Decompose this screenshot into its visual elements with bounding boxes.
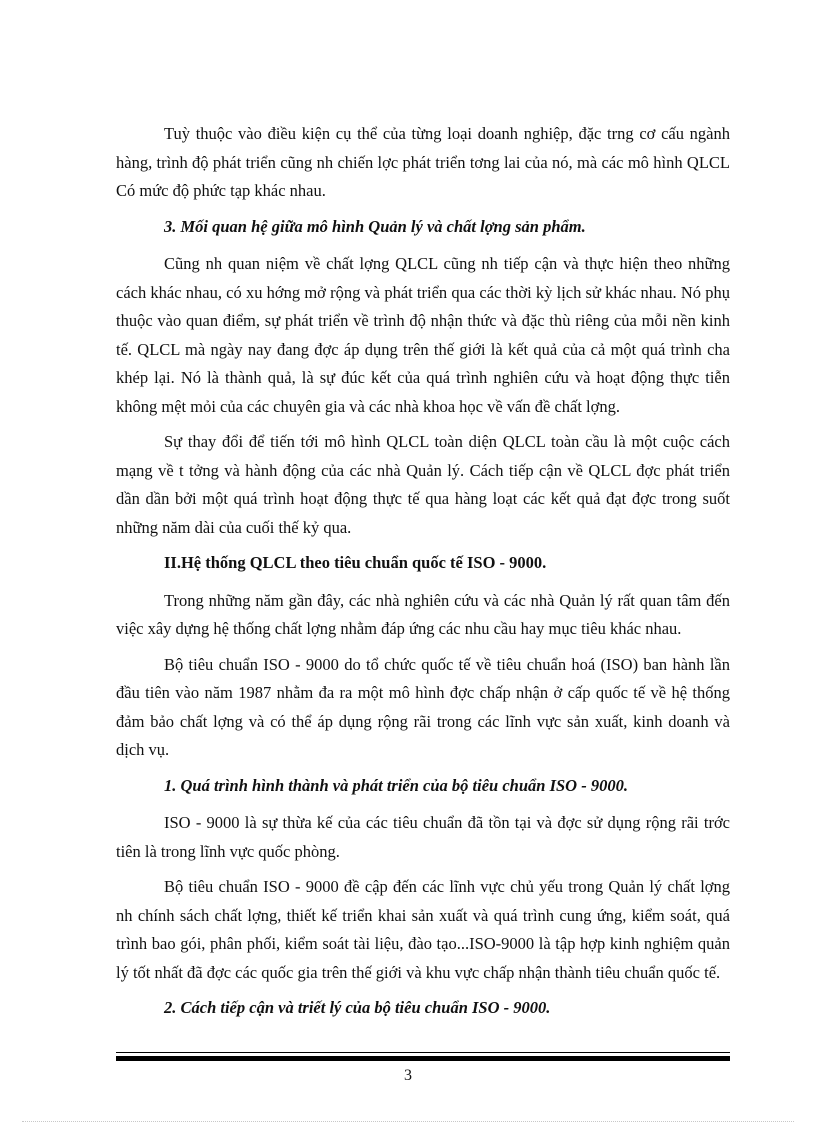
section-heading-3: 3. Mối quan hệ giữa mô hình Quản lý và chất lợng sản phẩm. [164,216,586,236]
paragraph-iso-scope: Bộ tiêu chuẩn ISO - 9000 đề cập đến các lĩnh vực chủ yếu trong Quản lý chất lợng nh chính sách chất lợng, thiết kế triển khai sản xuất và quá trình cung ứng, kiểm soát, quá trình bao gói, phân phối, kiểm soát tài liệu, đào tạo...ISO-9000 là tập hợp kinh nghiệm quản lý tốt nhất đã đợc các quốc gia trên thế giới và khu vực chấp nhận thành tiêu chuẩn quốc tế. [116,877,730,982]
footer-rule-thick [116,1056,730,1061]
footer-divider [116,1052,730,1061]
section-heading-1: 1. Quá trình hình thành và phát triển của bộ tiêu chuẩn ISO - 9000. [164,775,628,795]
section-heading-2: 2. Cách tiếp cận và triết lý của bộ tiêu chuẩn ISO - 9000. [164,998,551,1017]
paragraph-model-complexity: Tuỳ thuộc vào điều kiện cụ thể của từng loại doanh nghiệp, đặc trng cơ cấu ngành hàng, trình độ phát triển cũng nh chiến lợc phát triển tơng lai của nó, mà các mô hình QLCL Có mức độ phức tạp khác nhau. [116,124,730,200]
paragraph-recent-years: Trong những năm gần đây, các nhà nghiên cứu và các nhà Quản lý rất quan tâm đến việc xây dựng hệ thống chất lợng nhằm đáp ứng các nhu cầu hay mục tiêu khác nhau. [116,590,730,638]
paragraph-quality-concepts: Cũng nh quan niệm về chất lợng QLCL cũng nh tiếp cận và thực hiện theo những cách khác nhau, có xu hớng mở rộng và phát triển qua các thời kỳ lịch sử khác nhau. Nó phụ thuộc vào quan điểm, sự phát triển về trình độ nhận thức và đặc thù riêng của mỗi nền kinh tế. QLCL mà ngày nay đang đợc áp dụng trên thế giới là kết quả của cả một quá trình cha khép lại. Nó là thành quả, là sự đúc kết của quá trình nghiên cứu và hoạt động thực tiễn không mệt mỏi của các chuyên gia và các nhà khoa học về vấn đề chất lợng. [116,254,730,416]
chapter-heading-ii: II.Hệ thống QLCL theo tiêu chuẩn quốc tế ISO - 9000. [164,553,547,572]
paragraph-tqm-change: Sự thay đổi để tiến tới mô hình QLCL toàn diện QLCL toàn cầu là một cuộc cách mạng về t tởng và hành động của các nhà Quản lý. Cách tiếp cận về QLCL đợc phát triển dần dần bởi một quá trình hoạt động thực tế qua hàng loạt các kết quả đạt đợc trong suốt những năm dài của cuối thế kỷ qua. [116,432,730,537]
paragraph-iso-issuance: Bộ tiêu chuẩn ISO - 9000 do tổ chức quốc tế về tiêu chuẩn hoá (ISO) ban hành lần đầu tiên vào năm 1987 nhằm đa ra một mô hình đợc chấp nhận ở cấp quốc tế về hệ thống đảm bảo chất lợng và có thể áp dụng rộng rãi trong các lĩnh vực sản xuất, kinh doanh và dịch vụ. [116,654,730,759]
paragraph-iso-inheritance: ISO - 9000 là sự thừa kế của các tiêu chuẩn đã tồn tại và đợc sử dụng rộng rãi trớc tiên là trong lĩnh vực quốc phòng. [116,813,730,861]
page-number: 3 [404,1067,412,1084]
page-edge-dotted [22,1121,794,1122]
footer-rule-thin [116,1052,730,1053]
page-body [116,120,730,1032]
